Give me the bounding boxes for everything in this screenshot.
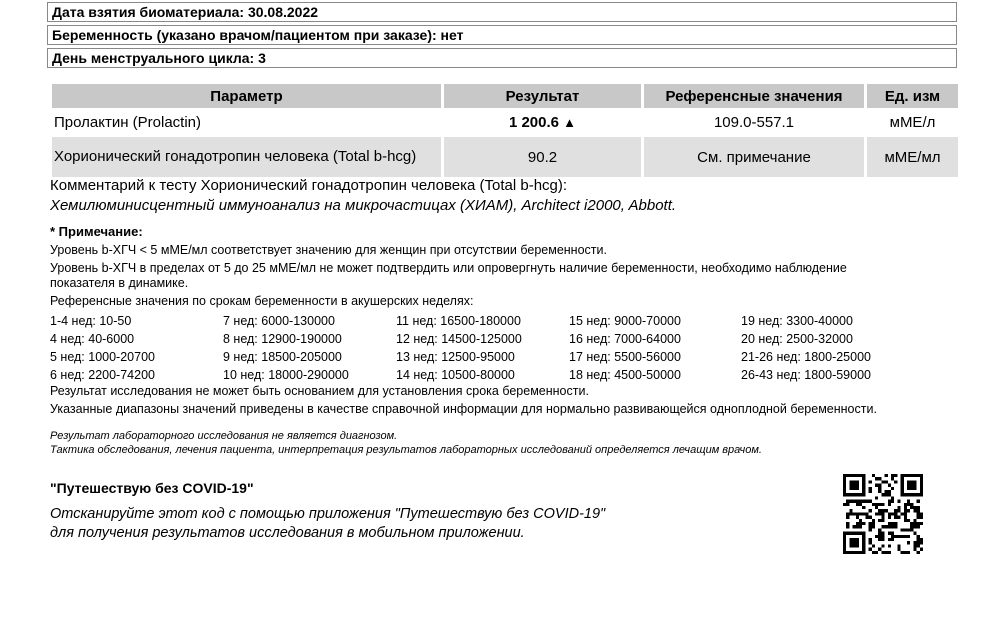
week-range: 11 нед: 16500-180000	[396, 314, 521, 328]
header-reference: Референсные значения	[644, 84, 864, 110]
comment-title: Комментарий к тесту Хорионический гонадотропин человека (Total b-hcg):	[50, 177, 568, 194]
reference-value: 109.0-557.1	[644, 110, 864, 137]
comment-text: Хемилюминисцентный иммуноанализ на микрочастицах (ХИАМ), Architect i2000, Abbott.	[50, 197, 677, 214]
week-range: 16 нед: 7000-64000	[569, 332, 681, 346]
week-range: 10 нед: 18000-290000	[223, 368, 349, 382]
week-range: 12 нед: 14500-125000	[396, 332, 522, 346]
week-range: 13 нед: 12500-95000	[396, 350, 515, 364]
pregnancy-info: Беременность (указано врачом/пациентом при заказе): нет	[47, 25, 957, 45]
week-range: 19 нед: 3300-40000	[741, 314, 853, 328]
result-value: 1 200.6	[508, 114, 559, 131]
week-range: 6 нед: 2200-74200	[50, 368, 155, 382]
covid-title: "Путешествую без COVID-19"	[50, 480, 254, 496]
header-parameter: Параметр	[52, 84, 441, 110]
covid-instruction: для получения результатов исследования в мобильном приложении.	[50, 525, 525, 541]
result-value-cell	[444, 110, 641, 137]
week-range: 15 нед: 9000-70000	[569, 314, 681, 328]
table-row	[52, 110, 958, 137]
week-range: 18 нед: 4500-50000	[569, 368, 681, 382]
disclaimer-line: Результат лабораторного исследования не является диагнозом.	[50, 430, 398, 442]
note-header: * Примечание:	[50, 224, 143, 239]
week-range: 7 нед: 6000-130000	[223, 314, 335, 328]
week-range: 4 нед: 40-6000	[50, 332, 135, 346]
week-range: 1-4 нед: 10-50	[50, 314, 132, 328]
cycle-day: День менструального цикла: 3	[47, 48, 957, 68]
week-range: 8 нед: 12900-190000	[223, 332, 342, 346]
week-range: 20 нед: 2500-32000	[741, 332, 853, 346]
param-name: Пролактин (Prolactin)	[52, 110, 441, 137]
table-row	[52, 137, 958, 177]
arrow-up-icon: ▲	[563, 115, 577, 130]
param-name: Хорионический гонадотропин человека (Total b-hcg)	[52, 137, 441, 177]
note-line: Результат исследования не может быть основанием для установления срока беременности.	[50, 384, 589, 398]
sample-date: Дата взятия биоматериала: 30.08.2022	[47, 2, 957, 22]
note-line: показателя в динамике.	[50, 276, 189, 290]
note-line: Указанные диапазоны значений приведены в качестве справочной информации для нормально развивающейся одноплодной беременности.	[50, 402, 877, 416]
table-header-row	[52, 84, 958, 110]
week-range: 26-43 нед: 1800-59000	[741, 368, 871, 382]
note-line: Уровень b-ХГЧ в пределах от 5 до 25 мМЕ/мл не может подтвердить или опровергнуть наличие беременности, необходимо наблюдение	[50, 261, 847, 275]
covid-instruction: Отсканируйте этот код с помощью приложения "Путешествую без COVID-19"	[50, 506, 606, 522]
results-table	[49, 84, 961, 177]
disclaimer-line: Тактика обследования, лечения пациента, интерпретация результатов лабораторных исследований определяется лечащим врачом.	[50, 444, 762, 456]
note-line: Уровень b-ХГЧ < 5 мМЕ/мл соответствует значению для женщин при отсутствии беременности.	[50, 243, 607, 257]
reference-value: См. примечание	[644, 137, 864, 177]
qr-code-icon	[843, 474, 923, 554]
week-range: 21-26 нед: 1800-25000	[741, 350, 871, 364]
header-result: Результат	[444, 84, 641, 110]
unit-value: мМЕ/л	[867, 110, 958, 137]
week-reference-grid	[50, 312, 920, 384]
result-value: 90.2	[444, 137, 641, 177]
header-unit: Ед. изм	[867, 84, 958, 110]
week-range: 9 нед: 18500-205000	[223, 350, 342, 364]
week-range: 17 нед: 5500-56000	[569, 350, 681, 364]
week-range: 14 нед: 10500-80000	[396, 368, 515, 382]
note-line: Референсные значения по срокам беременности в акушерских неделях:	[50, 294, 474, 308]
week-range: 5 нед: 1000-20700	[50, 350, 155, 364]
unit-value: мМЕ/мл	[867, 137, 958, 177]
